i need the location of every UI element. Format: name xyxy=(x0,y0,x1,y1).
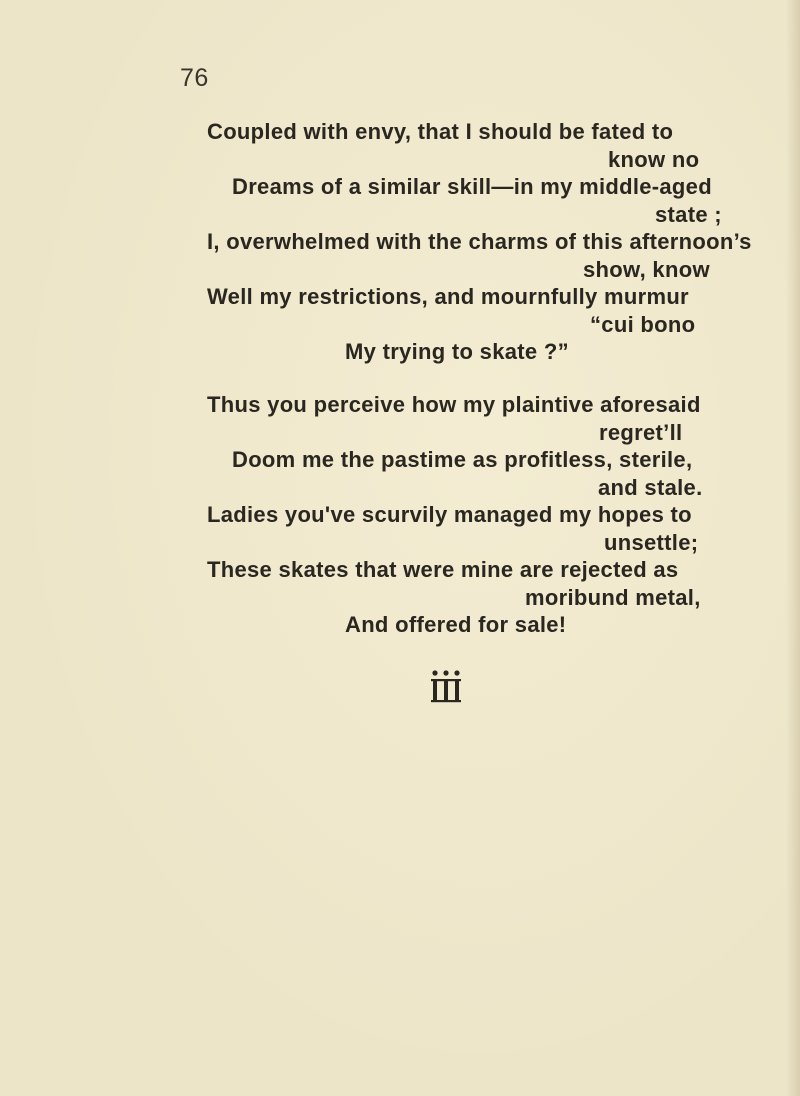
poem-line xyxy=(0,228,800,256)
poem-line-text: unsettle; xyxy=(604,529,699,555)
poem-line-text: I, overwhelmed with the charms of this afternoon’s xyxy=(207,229,752,254)
poem-line xyxy=(0,446,800,474)
poem-line xyxy=(0,256,800,284)
poem-line-text: and stale. xyxy=(598,474,703,500)
poem-line-text: regret’ll xyxy=(599,419,683,445)
poem-line xyxy=(0,118,800,146)
poem-stanza-2 xyxy=(0,391,800,639)
poem-line xyxy=(0,283,800,311)
poem-line xyxy=(0,474,800,502)
poem-line xyxy=(0,611,800,639)
poem-line-text: “cui bono xyxy=(590,311,696,337)
poem-line xyxy=(0,501,800,529)
poem-line xyxy=(0,311,800,339)
poem-line xyxy=(0,146,800,174)
poem-line-text: And offered for sale! xyxy=(345,612,567,637)
poem-line-text: show, know xyxy=(583,256,710,282)
poem-line xyxy=(0,391,800,419)
poem-line-text: Ladies you've scurvily managed my hopes to xyxy=(207,502,692,527)
poem-line xyxy=(0,173,800,201)
poem-line xyxy=(0,584,800,612)
poem-line-text: Coupled with envy, that I should be fated to xyxy=(207,119,674,144)
poem-line-text: state ; xyxy=(655,201,722,227)
poem-line xyxy=(0,201,800,229)
poem-line-text: Doom me the pastime as profitless, sterile, xyxy=(232,447,693,472)
poem-line-text: My trying to skate ?” xyxy=(345,339,569,364)
ornament-icon xyxy=(431,669,461,705)
poem-line-text: Dreams of a similar skill—in my middle-aged xyxy=(232,174,712,199)
poem-line-text: Thus you perceive how my plaintive aforesaid xyxy=(207,392,701,417)
poem-line xyxy=(0,338,800,366)
poem-line-text: moribund metal, xyxy=(525,584,701,610)
poem-line-text: know no xyxy=(608,146,700,172)
page-number: 76 xyxy=(180,64,209,92)
poem-stanza-1 xyxy=(0,118,800,366)
poem-line xyxy=(0,419,800,447)
poem-line xyxy=(0,556,800,584)
poem-line-text: Well my restrictions, and mournfully murmur xyxy=(207,284,689,309)
poem-line xyxy=(0,529,800,557)
poem-line-text: These skates that were mine are rejected as xyxy=(207,557,679,582)
